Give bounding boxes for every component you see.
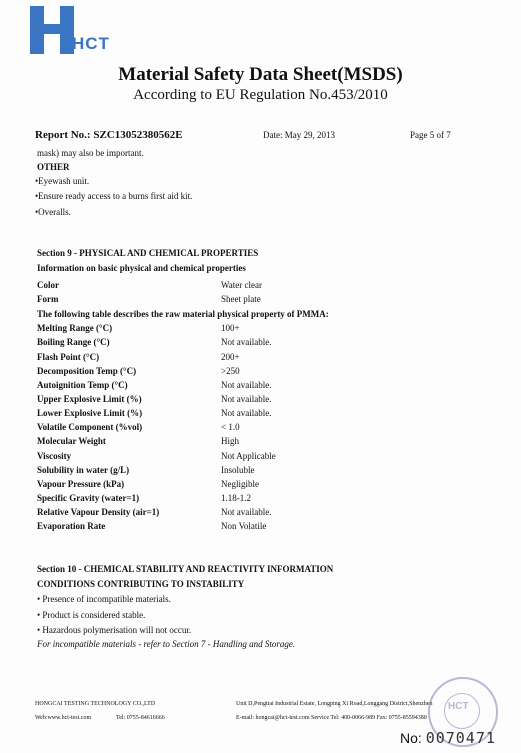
property-label: Volatile Component (%vol) [37, 422, 143, 432]
incompatible-note: For incompatible materials - refer to Section 7 - Handling and Storage. [37, 639, 296, 649]
document-subtitle: According to EU Regulation No.453/2010 [133, 87, 388, 103]
footer-web: Web:www.hct-test.com [35, 715, 92, 721]
stamp-text: HCT [448, 701, 469, 712]
section10-heading: Section 10 - CHEMICAL STABILITY AND REACTIVITY INFORMATION [37, 564, 334, 574]
property-label: Specific Gravity (water=1) [37, 493, 140, 503]
section9-subheading: Information on basic physical and chemical properties [37, 263, 246, 273]
section9-heading: Section 9 - PHYSICAL AND CHEMICAL PROPERTIES [37, 248, 259, 258]
list-item: • Product is considered stable. [37, 610, 146, 620]
report-date: Date: May 29, 2013 [263, 130, 335, 140]
property-value: Insoluble [221, 465, 255, 475]
footer-tel: Tel: 0755-84616666 [116, 715, 165, 721]
property-value: Not Applicable [221, 451, 276, 461]
property-label: Upper Explosive Limit (%) [37, 394, 142, 404]
document-number [400, 729, 496, 747]
property-value: Not available. [221, 380, 272, 390]
list-item: • Hazardous polymerisation will not occur. [37, 625, 192, 635]
property-value: Not available. [221, 337, 272, 347]
document-title: Material Safety Data Sheet(MSDS) [118, 64, 403, 85]
table-intro: The following table describes the raw material physical property of PMMA: [37, 309, 329, 319]
property-value: Non Volatile [221, 521, 267, 531]
document-number-value: 0070471 [425, 729, 496, 747]
property-value: 100+ [221, 323, 240, 333]
property-value: Water clear [221, 280, 262, 290]
page-number: Page 5 of 7 [410, 130, 451, 140]
footer-company: HONGCAI TESTING TECHNOLOGY CO.,LTD [35, 701, 156, 707]
property-label: Relative Vapour Density (air=1) [37, 507, 160, 517]
property-value: Not available. [221, 394, 272, 404]
section10-subheading: CONDITIONS CONTRIBUTING TO INSTABILITY [37, 579, 245, 589]
property-value: 200+ [221, 352, 240, 362]
list-item: •Ensure ready access to a burns first aid kit. [35, 191, 193, 201]
property-label: Flash Point (°C) [37, 352, 100, 362]
property-label: Color [37, 280, 59, 290]
property-label: Boiling Range (°C) [37, 337, 110, 347]
report-number: Report No.: SZC13052380562E [35, 129, 183, 141]
property-value: High [221, 436, 239, 446]
document-number-label: No: [400, 730, 422, 746]
hct-logo [30, 6, 110, 54]
property-value: Not available. [221, 408, 272, 418]
property-label: Vapour Pressure (kPa) [37, 479, 125, 489]
logo-text: HCT [72, 34, 110, 53]
property-value: Sheet plate [221, 294, 261, 304]
property-label: Solubility in water (g/L) [37, 465, 130, 475]
property-value: >250 [221, 366, 240, 376]
property-label: Autoignition Temp (°C) [37, 380, 128, 390]
property-label: Decomposition Temp (°C) [37, 366, 137, 376]
continued-line: mask) may also be important. [37, 148, 144, 158]
property-label: Viscosity [37, 451, 72, 461]
property-value: Negligible [221, 479, 259, 489]
list-item: •Overalls. [35, 207, 71, 217]
property-label: Form [37, 294, 59, 304]
property-value: 1.18-1.2 [221, 493, 251, 503]
footer-address: Unit D,Pengtiai Industrial Estate, Longping Xi Road,Longgang District,Shenzhen [236, 701, 433, 707]
list-item: •Eyewash unit. [35, 176, 90, 186]
property-label: Molecular Weight [37, 436, 106, 446]
property-label: Lower Explosive Limit (%) [37, 408, 143, 418]
property-value: Not available. [221, 507, 272, 517]
footer-contact: E-mail: hongcai@hct-test.com Service Tel: 400-0066-989 Fax: 0755-85594380 [236, 715, 427, 721]
property-value: < 1.0 [221, 422, 240, 432]
list-item: • Presence of incompatible materials. [37, 594, 171, 604]
other-heading: OTHER [37, 162, 70, 172]
property-label: Evaporation Rate [37, 521, 106, 531]
property-label: Melting Range (°C) [37, 323, 113, 333]
